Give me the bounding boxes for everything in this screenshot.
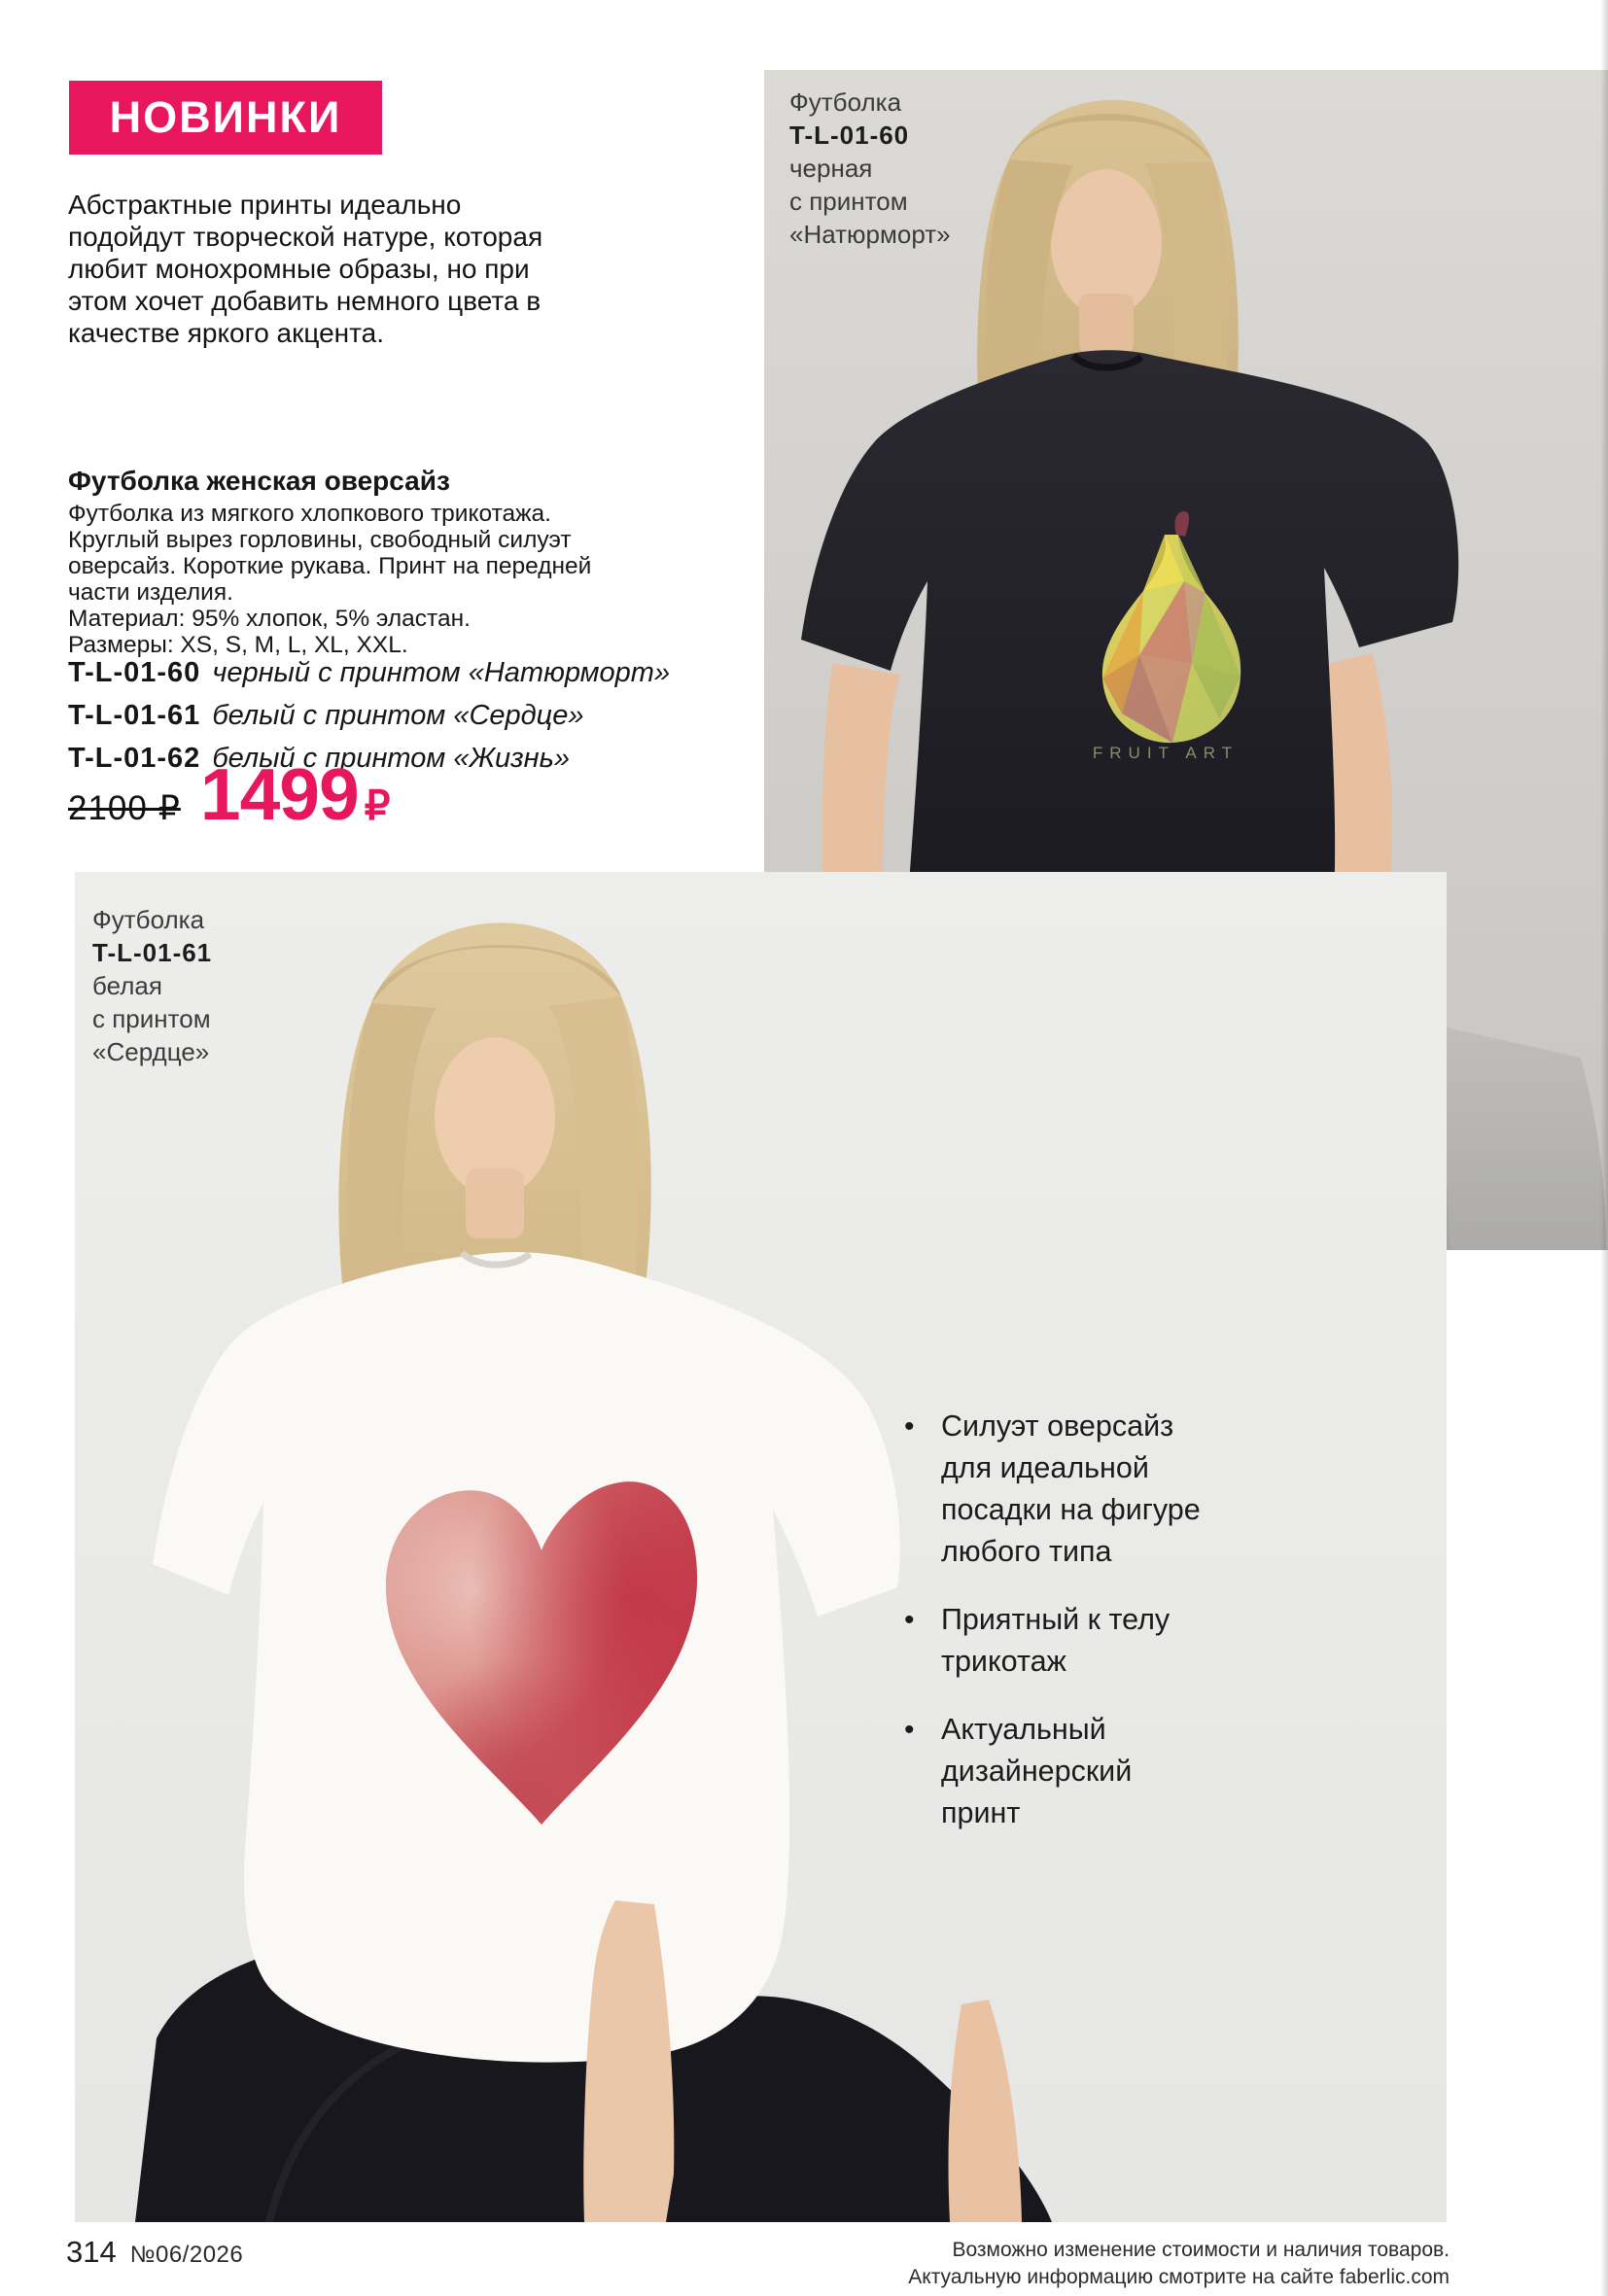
fruit-art-label: FRUIT ART <box>1092 744 1240 762</box>
variant-desc: белый с принтом «Сердце» <box>212 700 584 731</box>
variant-desc: белый с принтом «Жизнь» <box>212 743 570 774</box>
product-title: Футболка женская оверсайз <box>68 466 450 496</box>
variant-row <box>68 700 749 743</box>
bullet-icon: • <box>904 1604 915 1636</box>
disclaimer-line: Актуальную информацию смотрите на сайте faberlic.com <box>908 2266 1450 2288</box>
feature-item <box>904 1709 1322 1834</box>
variant-code: T-L-01-62 <box>68 743 201 774</box>
intro-paragraph: Абстрактные принты идеально подойдут творческой натуре, которая любит монохромные образы, но при этом хочет добавить немного цвета в качестве яркого акцента. <box>68 190 543 348</box>
caption-line: белая <box>92 971 162 1000</box>
feature-item <box>904 1406 1322 1573</box>
caption-line: черная <box>789 154 873 183</box>
variant-row <box>68 657 749 700</box>
feature-text: Приятный к телу трикотаж <box>941 1603 1171 1678</box>
product-material: Материал: 95% хлопок, 5% эластан. <box>68 606 471 632</box>
variant-code: T-L-01-61 <box>68 700 201 731</box>
footer-page-info <box>66 2235 243 2270</box>
disclaimer-line: Возможно изменение стоимости и наличия товаров. <box>952 2239 1450 2261</box>
catalog-issue: №06/2026 <box>129 2242 244 2268</box>
caption-line: с принтом <box>92 1004 211 1033</box>
page-edge-shadow <box>1600 0 1608 2296</box>
caption-line: с принтом <box>789 187 908 216</box>
caption-line: Футболка <box>92 905 205 934</box>
caption-line: Футболка <box>789 87 902 117</box>
footer-disclaimer <box>908 2237 1450 2291</box>
feature-item <box>904 1599 1322 1683</box>
bullet-icon: • <box>904 1410 915 1443</box>
caption-code: T-L-01-61 <box>92 938 213 967</box>
new-items-badge <box>69 81 382 155</box>
feature-text: Силуэт оверсайз для идеальной посадки на фигуре любого типа <box>941 1409 1201 1568</box>
feature-text: Актуальный дизайнерский принт <box>941 1713 1133 1829</box>
product-info-block <box>68 466 627 658</box>
caption-line: «Натюрморт» <box>789 220 951 249</box>
caption-code: T-L-01-60 <box>789 121 910 150</box>
variant-code: T-L-01-60 <box>68 657 201 688</box>
caption-line: «Сердце» <box>92 1037 210 1066</box>
page-number: 314 <box>66 2235 117 2269</box>
current-price: 1499 <box>199 753 359 835</box>
feature-list <box>904 1406 1322 1861</box>
bullet-icon: • <box>904 1714 915 1746</box>
photo-caption-white-tee <box>92 903 212 1068</box>
old-price: 2100 ₽ <box>68 789 181 827</box>
badge-label: НОВИНКИ <box>109 92 342 142</box>
currency-symbol: ₽ <box>364 783 391 828</box>
variant-desc: черный с принтом «Натюрморт» <box>212 657 671 688</box>
product-sizes: Размеры: XS, S, M, L, XL, XXL. <box>68 632 408 658</box>
photo-caption-black-tee <box>789 86 951 251</box>
product-description: Футболка из мягкого хлопкового трикотажа. Круглый вырез горловины, свободный силуэт оверсайз. Короткие рукава. Принт на передней части изделия. <box>68 501 592 606</box>
